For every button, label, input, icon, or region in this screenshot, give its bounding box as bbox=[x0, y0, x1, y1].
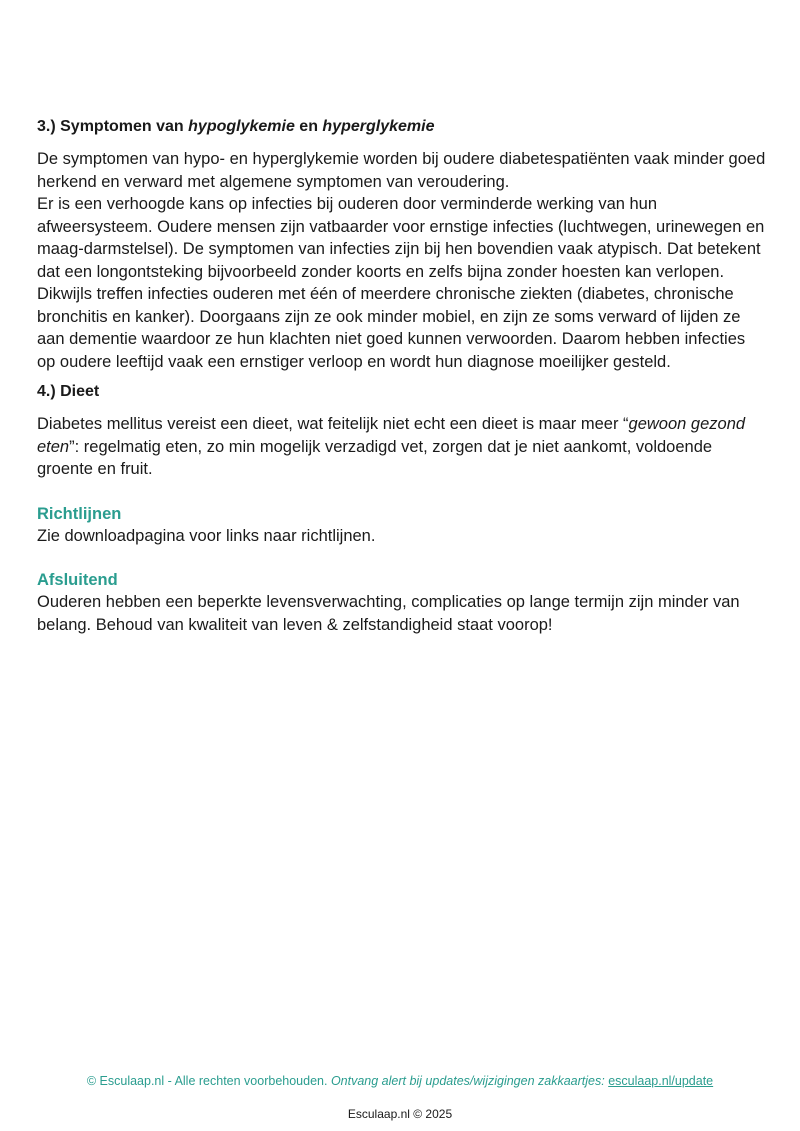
section-4-paragraph: Diabetes mellitus vereist een dieet, wat feitelijk niet echt een dieet is maar meer “gewoon gezond eten”: regelmatig eten, zo min mogelijk verzadigd vet, zorgen dat je niet aankomt, voldoende groente en fruit. bbox=[37, 415, 746, 478]
section-3-heading: 3.) Symptomen van hypoglykemie en hyperglykemie bbox=[37, 118, 435, 135]
richtlijnen-text: Zie downloadpagina voor links naar richtlijnen. bbox=[37, 526, 376, 545]
afsluitend-heading: Afsluitend bbox=[37, 571, 118, 589]
section-4-heading: 4.) Dieet bbox=[37, 383, 100, 400]
document-body bbox=[37, 116, 767, 644]
section-3-paragraph: De symptomen van hypo- en hyperglykemie worden bij oudere diabetespatiënten vaak minder goed herkend en verward met algemene symptomen van veroudering. Er is een verhoogde kans op infecties bij ouderen door verminderde werking van hun afweersysteem. Oudere mensen zijn vatbaarder voor ernstige infecties (luchtwegen, urinewegen en maag-darmstelsel). De symptomen van infecties zijn bij hen bovendien vaak atypisch. Dat betekent dat een longontsteking bijvoorbeeld zonder koorts en zelfs bijna zonder hoesten kan verlopen. Dikwijls treffen infecties ouderen met één of meerdere chronische ziekten (diabetes, chronische bronchitis en kanker). Doorgaans zijn ze ook minder mobiel, en zijn ze soms verward of lijden ze aan dementie waardoor ze hun klachten niet goed kunnen verwoorden. Daarom hebben infecties op oudere leeftijd vaak een ernstiger verloop en wordt hun diagnose moeilijker gesteld. bbox=[37, 150, 766, 371]
copyright: Esculaap.nl © 2025 bbox=[347, 1107, 453, 1121]
afsluitend-text: Ouderen hebben een beperkte levensverwachting, complicaties op lange termijn zijn minder van belang. Behoud van kwaliteit van leven & zelfstandigheid staat voorop! bbox=[37, 593, 740, 634]
richtlijnen-heading: Richtlijnen bbox=[37, 504, 122, 523]
update-link[interactable]: esculaap.nl/update bbox=[608, 1074, 714, 1088]
footer-notice: © Esculaap.nl - Alle rechten voorbehouden. Ontvang alert bij updates/wijzigingen zakkaartjes: esculaap.nl/update bbox=[86, 1074, 714, 1088]
